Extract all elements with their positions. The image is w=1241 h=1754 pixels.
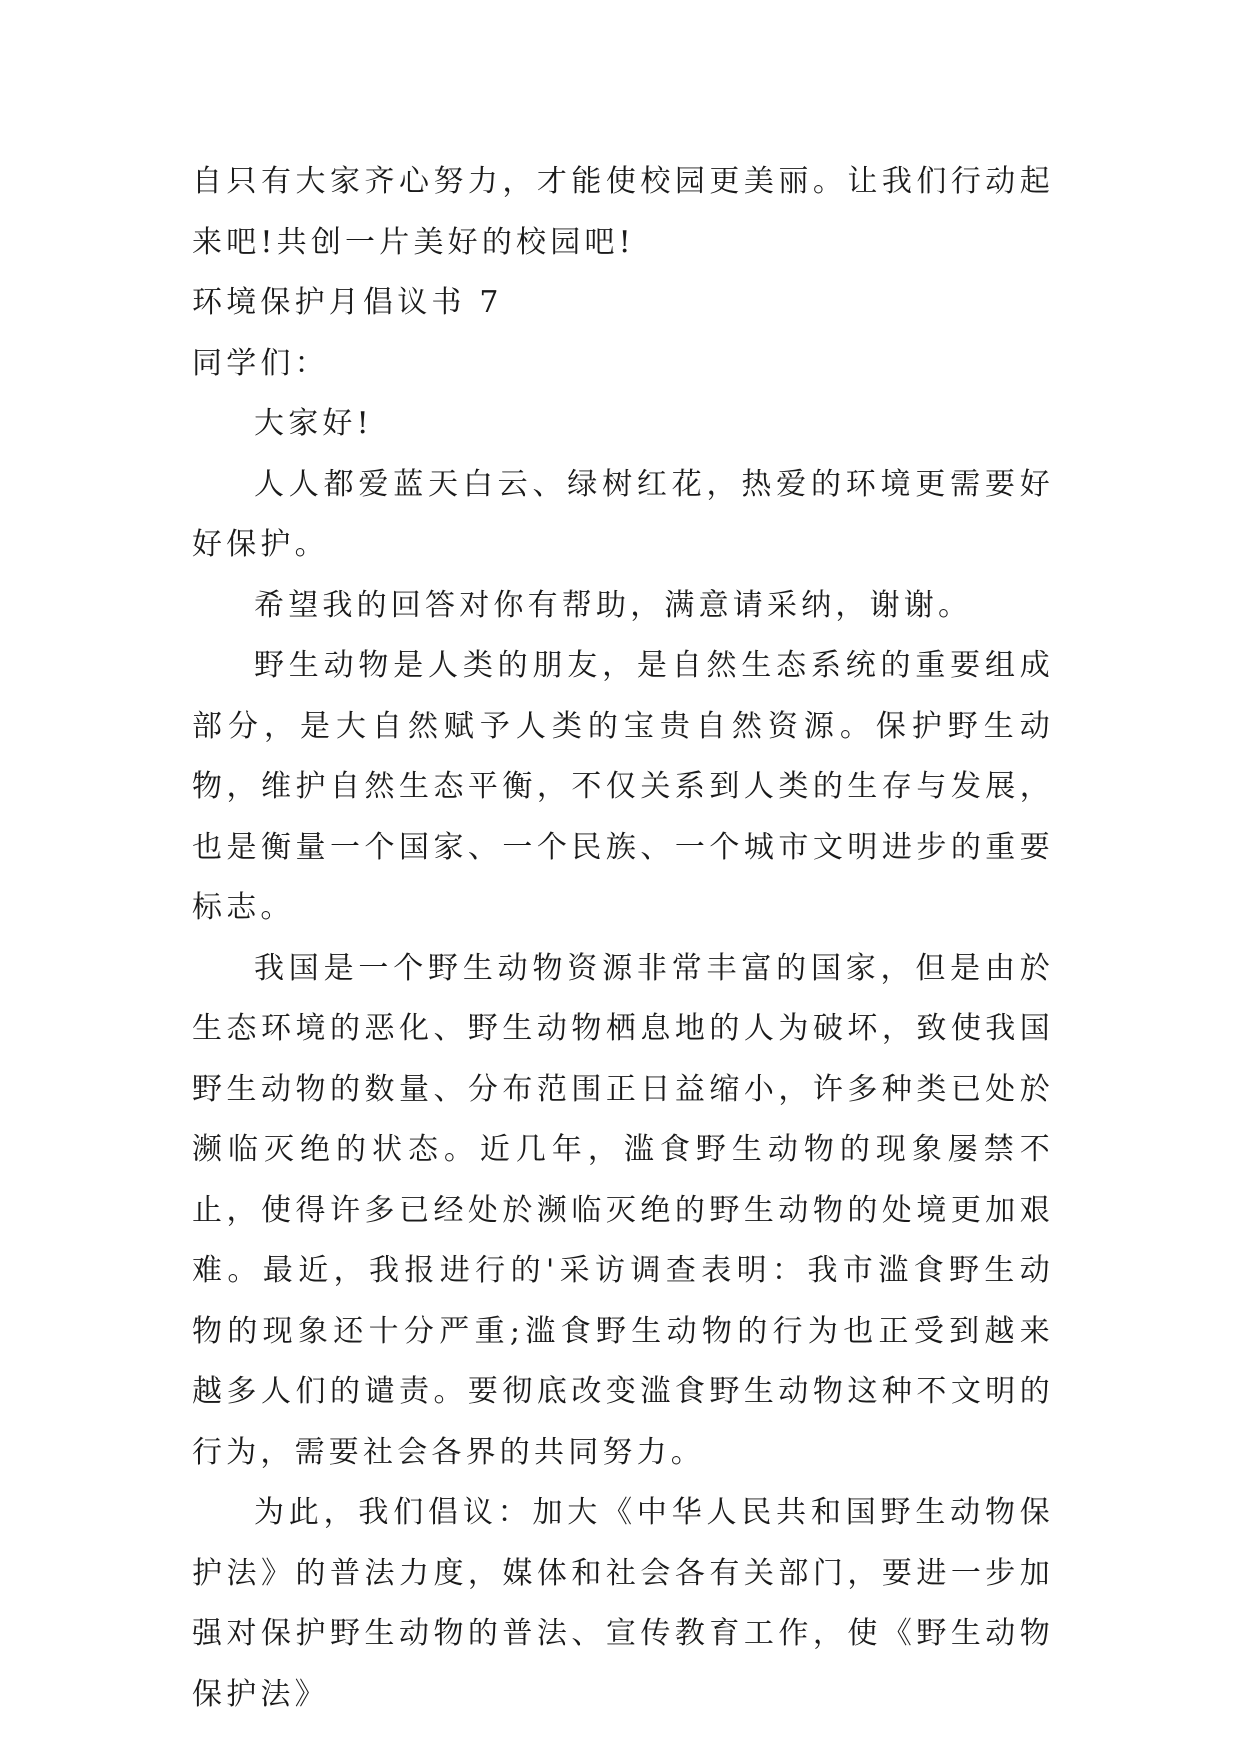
paragraph: 为此，我们倡议：加大《中华人民共和国野生动物保护法》的普法力度，媒体和社会各有关部门，要进一步加强对保护野生动物的普法、宣传教育工作，使《野生动物保护法》 [192,1495,1054,1712]
paragraph: 人人都爱蓝天白云、绿树红花，热爱的环境更需要好好保护。 [192,466,1054,562]
paragraph: 希望我的回答对你有帮助，满意请采纳，谢谢。 [254,587,973,623]
section-title: 环境保护月倡议书 7 [192,285,503,320]
paragraph-continuation: 自只有大家齐心努力，才能使校园更美丽。让我们行动起来吧!共创一片美好的校园吧! [192,164,1054,260]
paragraph: 野生动物是人类的朋友，是自然生态系统的重要组成部分，是大自然赋予人类的宝贵自然资源。保护野生动物，维护自然生态平衡，不仅关系到人类的生存与发展，也是衡量一个国家、一个民族、一个城市文明进步的重要标志。 [192,648,1054,925]
greeting: 大家好! [254,406,373,441]
document-body [192,152,1054,1725]
paragraph: 我国是一个野生动物资源非常丰富的国家，但是由於生态环境的恶化、野生动物栖息地的人为破坏，致使我国野生动物的数量、分布范围正日益缩小，许多种类已处於濒临灭绝的状态。近几年，滥食野生动物的现象屡禁不止，使得许多已经处於濒临灭绝的野生动物的处境更加艰难。最近，我报进行的'采访调查表明：我市滥食野生动物的现象还十分严重;滥食野生动物的行为也正受到越来越多人们的谴责。要彻底改变滥食野生动物这种不文明的行为，需要社会各界的共同努力。 [192,950,1054,1470]
salutation: 同学们： [192,345,329,381]
